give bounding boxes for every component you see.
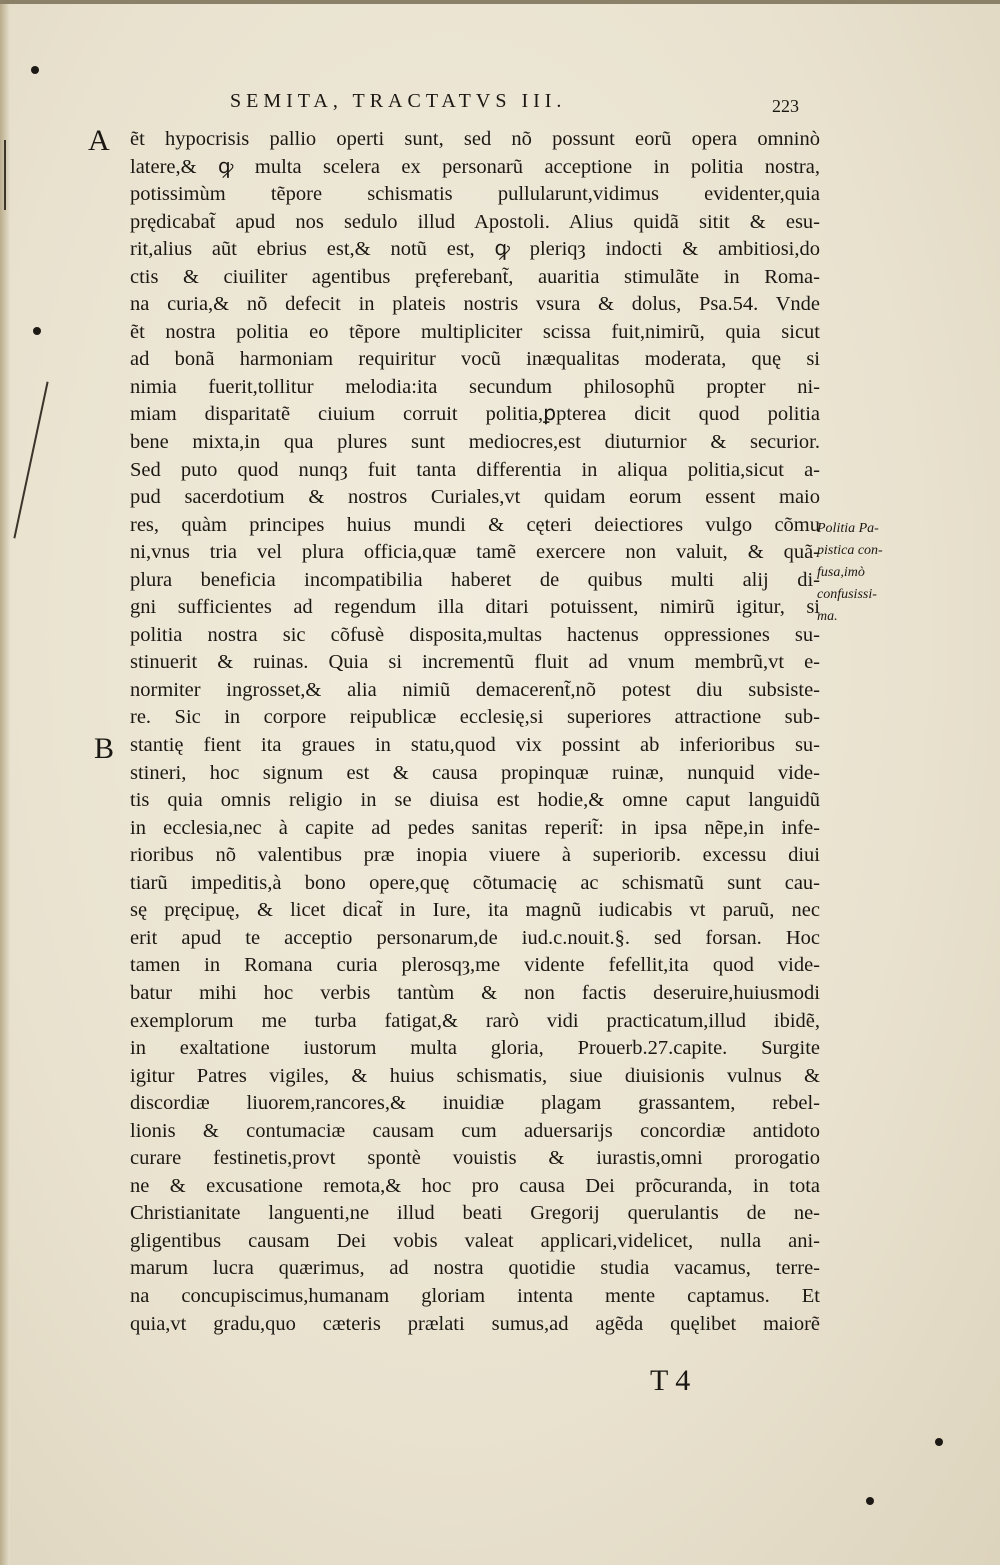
page-left-edge-shadow [0,0,10,1565]
text-line: potissimùm tẽpore schismatis pullularunt,vidimus evidenter,quia [130,183,820,206]
text-line: miam disparitatẽ ciuium corruit politia,ꝑpterea dicit quod politia [130,403,820,426]
text-line: batur mihi hoc verbis tantùm & non factis deseruire,huiusmodi [130,981,820,1004]
text-line: stantię fient ita graues in statu,quod vix possint ab inferioribus su- [130,734,820,757]
text-line: erit apud te acceptio personarum,de iud.c.nouit.§. sed forsan. Hoc [130,926,820,949]
text-line: normiter ingrosset,& alia nimiũ demacerent̃,nõ potest diu subsiste- [130,678,820,701]
text-line: tiarũ impeditis,à bono opere,quę cõtumacię ac schismatũ sunt cau- [130,871,820,894]
text-line: ctis & ciuiliter agentibus pręferebant̃, auaritia stimulãte in Roma- [130,265,820,288]
folio-number: 223 [772,96,799,116]
text-line: ne & excusatione remota,& hoc pro causa Dei prõcuranda, in tota [130,1174,820,1197]
text-line: politia nostra sic cõfusè disposita,multas hactenus oppressiones su- [130,623,820,646]
margin-note-line: pistica con- [817,543,883,558]
body-text [130,126,820,1338]
text-line: marum lucra quærimus, ad nostra quotidie studia vacamus, terre- [130,1257,820,1280]
text-line: stineri, hoc signum est & causa propinquæ ruinæ, nunquid vide- [130,761,820,784]
ink-speck [866,1497,874,1505]
text-line: ẽt hypocrisis pallio operti sunt, sed nõ possunt eorũ opera omninò [130,128,820,150]
text-line: tis quia omnis religio in se diuisa est hodie,& omne caput languidũ [130,789,820,812]
text-line: stinuerit & ruinas. Quia si incrementũ fluit ad vnum membrũ,vt e- [130,651,820,674]
page-top-edge [0,0,1000,4]
text-line: in exaltatione iustorum multa gloria, Prouerb.27.capite. Surgite [130,1037,820,1060]
margin-note-line: fusa,imò [817,565,865,580]
ink-speck [33,327,41,335]
margin-pen-stroke [13,382,48,539]
text-line: pud sacerdotium & nostros Curiales,vt quidam eorum essent maio [130,486,820,509]
text-line: discordiæ liuorem,rancores,& inuidiæ plagam grassantem, rebel- [130,1092,820,1115]
ink-speck [31,66,39,74]
text-line: tamen in Romana curia plerosqȝ,me vidente fefellit,ita quod vide- [130,954,820,977]
text-line: rioribus nõ valentibus præ inopia viuere à superiorib. excessu diui [130,844,820,867]
margin-note-line: ma. [817,609,838,624]
margin-note-line: Politia Pa- [817,521,879,536]
text-line: plura beneficia incompatibilia haberet de quibus multi alij di- [130,568,820,591]
text-line: na concupiscimus,humanam gloriam intenta mente captamus. Et [130,1284,820,1307]
margin-note-line: confusissi- [817,587,877,602]
text-line: quia,vt gradu,quo cæteris prælati sumus,ad agẽda quęlibet maiorẽ [130,1312,820,1335]
text-line: Christianitate languenti,ne illud beati Gregorij querulantis de ne- [130,1202,820,1225]
text-line: lionis & contumaciæ causam cum aduersarijs concordiæ antidoto [130,1119,820,1142]
text-line: gni sufficientes ad regendum illa ditari potuissent, nimirũ igitur, si [130,596,820,619]
margin-note [817,518,907,628]
ink-speck [935,1438,943,1446]
text-line: latere,& ꝙ multa scelera ex personarũ acceptione in politia nostra, [130,155,820,178]
text-line: exemplorum me turba fatigat,& rarò vidi practicatum,illud ibidẽ, [130,1009,820,1032]
text-line: res, quàm principes huius mundi & cęteri deiectiores vulgo cõmu [130,513,820,536]
text-line: ẽt nostra politia eo tẽpore multipliciter scissa fuit,nimirũ, quia sicut [130,320,820,343]
section-marker-a: A [88,124,110,157]
signature-mark: T 4 [650,1364,691,1397]
text-line: ni,vnus tria vel plura officia,quæ tamẽ exercere non valuit, & quã- [130,541,820,564]
text-line: in ecclesia,nec à capite ad pedes sanitas reperit̃: in ipsa nẽpe,in infe- [130,816,820,839]
text-line: curare festinetis,provt spontè vouistis & iurastis,omni prorogatio [130,1147,820,1170]
text-line: re. Sic in corpore reipublicæ ecclesię,si superiores attractione sub- [130,706,820,729]
text-line: nimia fuerit,tollitur melodia:ita secundum philosophũ propter ni- [130,375,820,398]
text-line: igitur Patres vigiles, & huius schismatis, siue diuisionis vulnus & [130,1064,820,1087]
text-line: sę pręcipuę, & licet dicat̃ in Iure, ita magnũ iudicabis vt paruũ, nec [130,899,820,922]
section-marker-b: B [94,732,115,765]
text-line: prędicabat̃ apud nos sedulo illud Apostoli. Alius quidã sitit & esu- [130,210,820,233]
text-line: bene mixta,in qua plures sunt mediocres,est diuturnior & securior. [130,431,820,454]
margin-pen-stroke [4,140,6,210]
text-line: rit,alius aũt ebrius est,& notũ est, ꝙ pleriqȝ indocti & ambitiosi,do [130,238,820,261]
text-line: na curia,& nõ defecit in plateis nostris vsura & dolus, Psa.54. Vnde [130,293,820,316]
running-title: SEMITA, TRACTATVS III. [230,90,567,112]
text-line: Sed puto quod nunqȝ fuit tanta differentia in aliqua politia,sicut a- [130,458,820,481]
text-line: gligentibus causam Dei vobis valeat applicari,videlicet, nulla ani- [130,1229,820,1252]
text-line: ad bonã harmoniam requiritur vocũ inæqualitas moderata, quę si [130,348,820,371]
